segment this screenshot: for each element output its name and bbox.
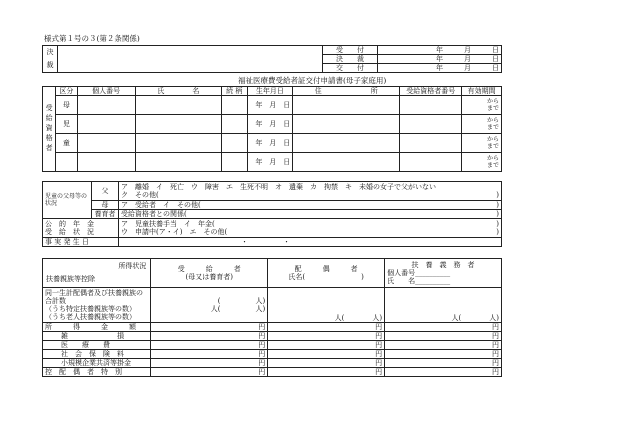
kessai-label: 決 裁 — [43, 46, 58, 73]
dependents-label: 同一生計配偶者及び扶養親族の合計数 （うち特定扶養親族等の数） （うち老人扶養親族等の数） — [43, 288, 151, 323]
birthdate-field[interactable]: 年 月 日 — [247, 134, 293, 153]
header-name: 氏 名 — [135, 87, 222, 96]
dependents-recipient[interactable]: ( 人) 人( 人) — [151, 288, 268, 323]
col-spouse: 配 偶 者 氏名( ) — [268, 259, 385, 288]
father-options[interactable]: ア 離婚 イ 死亡 ウ 障害 エ 生死不明 オ 遺棄 カ 拘禁 キ 未婚の女子で父がいない ク その他( ) — [119, 182, 502, 201]
yen-cell[interactable]: 円 — [385, 332, 502, 341]
yen-cell[interactable]: 円 — [385, 323, 502, 332]
yen-cell[interactable]: 円 — [385, 341, 502, 350]
relation-field[interactable] — [222, 96, 247, 115]
approval-stamp-area[interactable] — [58, 46, 323, 73]
personal-number-field[interactable] — [77, 153, 135, 172]
yen-cell[interactable]: 円 — [151, 323, 268, 332]
deduction-row-label: 医 療 費 — [43, 341, 151, 350]
recipient-number-field[interactable] — [400, 115, 462, 134]
guardian-label: 養育者 — [92, 210, 119, 219]
address-field[interactable] — [293, 115, 400, 134]
row-kubun: 童 — [56, 134, 77, 153]
event-date-field[interactable]: ・ ・ — [119, 238, 502, 247]
header-birthdate: 生年月日 — [247, 87, 293, 96]
header-validity: 有効期間 — [462, 87, 502, 96]
guardian-relation[interactable]: 受給資格者との関係( ) — [119, 210, 502, 219]
yen-cell[interactable]: 円 — [385, 368, 502, 377]
yen-cell[interactable]: 円 — [151, 359, 268, 368]
yen-cell[interactable]: 円 — [268, 368, 385, 377]
receipt-label: 受 付 — [323, 46, 378, 55]
recipient-number-field[interactable] — [400, 134, 462, 153]
income-corner: 所得状況 扶養親族等控除 — [43, 259, 151, 288]
status-table — [42, 181, 502, 247]
birthdate-field[interactable]: 年 月 日 — [247, 96, 293, 115]
deduction-row-label: 雑 損 — [43, 332, 151, 341]
birthdate-field[interactable]: 年 月 日 — [247, 153, 293, 172]
col-recipient: 受 給 者 (母又は養育者) — [151, 259, 268, 288]
address-field[interactable] — [293, 153, 400, 172]
deduction-row-label: 控 配 偶 者 特 別 — [43, 368, 151, 377]
dependents-spouse[interactable]: 人( 人) — [268, 288, 385, 323]
yen-cell[interactable]: 円 — [385, 350, 502, 359]
yen-cell[interactable]: 円 — [151, 341, 268, 350]
recipient-number-field[interactable] — [400, 96, 462, 115]
dependents-supporter[interactable]: 人( 人) — [385, 288, 502, 323]
address-field[interactable] — [293, 134, 400, 153]
deduction-row-label: 社 会 保 険 料 — [43, 350, 151, 359]
deduction-row-label: 小規模企業共済等掛金 — [43, 359, 151, 368]
issue-label: 交 付 — [323, 64, 378, 73]
parent-status-label: 児童の父母等の状況 — [43, 182, 92, 219]
row-kubun: 児 — [56, 115, 77, 134]
deduction-label: 控 — [45, 368, 52, 376]
relation-field[interactable] — [222, 134, 247, 153]
recipients-section-label: 受給資格者 — [43, 87, 56, 172]
yen-cell[interactable]: 円 — [385, 359, 502, 368]
validity-field[interactable]: から まで — [462, 96, 502, 115]
validity-field[interactable]: から まで — [462, 115, 502, 134]
validity-field[interactable]: から まで — [462, 153, 502, 172]
name-field[interactable] — [135, 153, 222, 172]
yen-cell[interactable]: 円 — [151, 368, 268, 377]
form-title: 福祉医療費受給者証交付申請書(母子家庭用) — [238, 76, 387, 85]
header-recipient-number: 受給資格者番号 — [400, 87, 462, 96]
yen-cell[interactable]: 円 — [151, 332, 268, 341]
recipient-number-field[interactable] — [400, 153, 462, 172]
approval-date[interactable]: 年 月 日 — [378, 55, 502, 64]
receipt-date[interactable]: 年 月 日 — [378, 46, 502, 55]
row-kubun — [56, 153, 77, 172]
pension-label: 公 的 年 金 受 給 状 況 — [43, 219, 119, 238]
header-kubun: 区分 — [56, 87, 77, 96]
income-table — [42, 258, 502, 377]
form-number: 様式第１号の３(第２条関係) — [44, 34, 140, 43]
personal-number-field[interactable] — [77, 115, 135, 134]
income-amount-label: 所 得 金 額 — [43, 323, 151, 332]
mother-label: 母 — [92, 201, 119, 210]
header-address: 住 所 — [293, 87, 400, 96]
col-supporter: 扶 養 義 務 者 個人番号__________ 氏 名__________ — [385, 259, 502, 288]
header-personal-number: 個人番号 — [77, 87, 135, 96]
pension-options[interactable]: ア 児童扶養手当 イ 年金( ) ウ 申請中(ア・イ) エ その他( ) — [119, 219, 502, 238]
issue-date[interactable]: 年 月 日 — [378, 64, 502, 73]
relation-field[interactable] — [222, 153, 247, 172]
name-field[interactable] — [135, 115, 222, 134]
father-label: 父 — [92, 182, 119, 201]
yen-cell[interactable]: 円 — [268, 332, 385, 341]
name-field[interactable] — [135, 96, 222, 115]
personal-number-field[interactable] — [77, 96, 135, 115]
header-relation: 続 柄 — [222, 87, 247, 96]
birthdate-field[interactable]: 年 月 日 — [247, 115, 293, 134]
yen-cell[interactable]: 円 — [268, 350, 385, 359]
name-field[interactable] — [135, 134, 222, 153]
event-date-label: 事 実 発 生 日 — [43, 238, 119, 247]
mother-options[interactable]: ア 受給者 イ その他( ) — [119, 201, 502, 210]
yen-cell[interactable]: 円 — [268, 341, 385, 350]
approval-label: 決 裁 — [323, 55, 378, 64]
row-kubun: 母 — [56, 96, 77, 115]
address-field[interactable] — [293, 96, 400, 115]
recipients-table — [42, 86, 502, 172]
validity-field[interactable]: から まで — [462, 134, 502, 153]
yen-cell[interactable]: 円 — [151, 350, 268, 359]
relation-field[interactable] — [222, 115, 247, 134]
yen-cell[interactable]: 円 — [268, 323, 385, 332]
approval-table — [42, 45, 502, 73]
yen-cell[interactable]: 円 — [268, 359, 385, 368]
personal-number-field[interactable] — [77, 134, 135, 153]
